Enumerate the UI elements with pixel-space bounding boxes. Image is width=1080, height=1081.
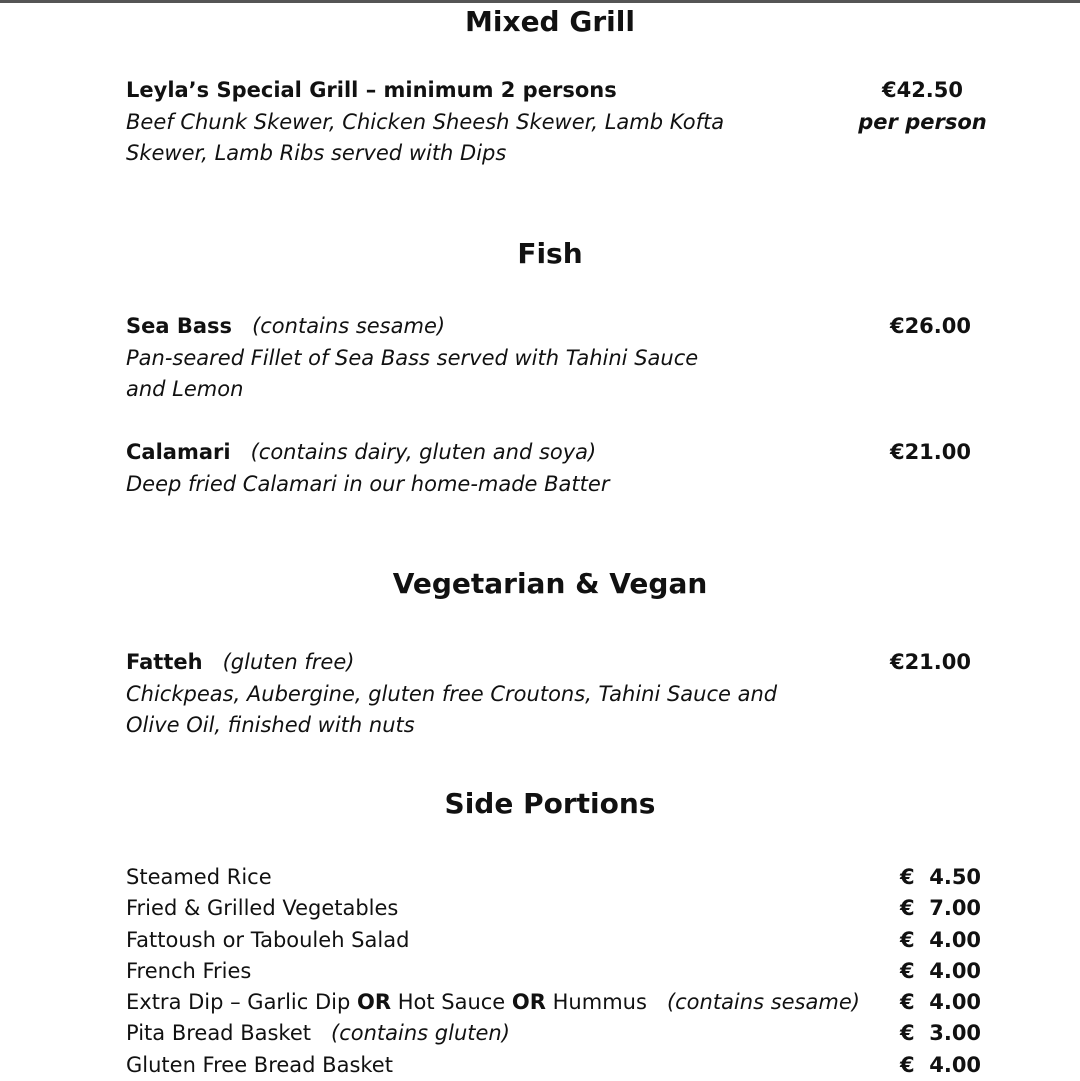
list-item: [126, 1050, 986, 1081]
or-keyword: OR: [511, 990, 546, 1015]
side-price: € 7.00: [900, 896, 982, 921]
side-name: Hummus: [552, 990, 647, 1015]
item-name: Sea Bass: [126, 314, 233, 338]
menu-item-sea-bass: [126, 311, 866, 406]
side-name: Steamed Rice: [126, 865, 272, 889]
side-name: Fried & Grilled Vegetables: [126, 896, 399, 921]
side-price: € 4.00: [900, 927, 982, 952]
item-allergen: (contains gluten): [331, 1021, 510, 1046]
side-name: French Fries: [126, 958, 252, 983]
item-price-calamari: €21.00: [889, 440, 971, 464]
side-price: € 4.00: [900, 958, 982, 983]
top-border: [0, 0, 1080, 3]
item-description-line: Skewer, Lamb Ribs served with Dips: [126, 141, 507, 165]
price-value: €42.50: [881, 78, 964, 102]
item-description-line: Pan-seared Fillet of Sea Bass served with Tahini Sauce: [126, 345, 699, 370]
side-portions-list: [126, 862, 986, 1081]
item-description-line: Olive Oil, finished with nuts: [126, 713, 415, 737]
list-item: [126, 987, 986, 1018]
side-price: € 3.00: [900, 1021, 982, 1046]
item-price-sea-bass: €26.00: [889, 314, 971, 338]
item-name: Fatteh: [126, 650, 203, 674]
item-allergen: (contains sesame): [666, 990, 860, 1015]
list-item: [126, 1018, 986, 1049]
list-item: [126, 956, 986, 987]
side-name: Extra Dip – Garlic Dip: [126, 990, 351, 1015]
side-name: Gluten Free Bread Basket: [126, 1052, 393, 1077]
item-description-line: Deep fried Calamari in our home-made Batter: [126, 471, 610, 496]
side-price: € 4.00: [900, 990, 982, 1015]
item-name: Calamari: [126, 440, 231, 464]
menu-item-fatteh: [126, 647, 866, 742]
price-unit: per person: [858, 109, 987, 134]
list-item: [126, 862, 986, 893]
item-allergen: (contains sesame): [252, 314, 446, 338]
side-price: € 4.50: [900, 865, 982, 889]
item-allergen: (gluten free): [222, 650, 355, 674]
item-description-line: Beef Chunk Skewer, Chicken Sheesh Skewer, Lamb Kofta: [126, 109, 725, 134]
section-title-fish: Fish: [517, 237, 583, 270]
section-title-vegetarian-vegan: Vegetarian & Vegan: [392, 567, 708, 600]
side-price: € 4.00: [900, 1052, 982, 1077]
item-price-fatteh: €21.00: [889, 650, 971, 674]
item-description-line: Chickpeas, Aubergine, gluten free Croutons, Tahini Sauce and: [126, 681, 778, 706]
item-description-line: and Lemon: [126, 377, 244, 401]
side-name: Fattoush or Tabouleh Salad: [126, 927, 410, 952]
list-item: [126, 925, 986, 956]
side-name: Pita Bread Basket: [126, 1021, 311, 1046]
item-price-leylas-special-grill: [855, 75, 990, 138]
item-allergen: (contains dairy, gluten and soya): [250, 440, 597, 464]
or-keyword: OR: [356, 990, 392, 1015]
side-name: Hot Sauce: [397, 990, 506, 1015]
item-name: Leyla’s Special Grill – minimum 2 persons: [126, 78, 617, 102]
section-title-mixed-grill: Mixed Grill: [465, 5, 635, 38]
list-item: [126, 893, 986, 924]
menu-item-leylas-special-grill: [126, 75, 866, 170]
menu-item-calamari: [126, 437, 866, 500]
section-title-side-portions: Side Portions: [444, 787, 656, 820]
